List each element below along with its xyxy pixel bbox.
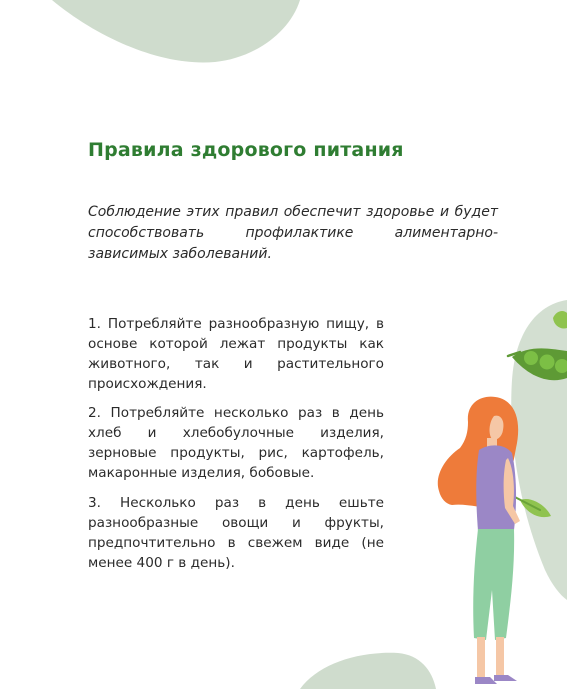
rule-item: 3. Несколько раз в день ешьте разнообразные овощи и фрукты, предпочтительно в свежем виде (не менее 400 г в день). — [88, 495, 384, 571]
page-title: Правила здорового питания — [88, 139, 404, 161]
intro-paragraph: Соблюдение этих правил обеспечит здоровье и будет способствовать профилактике алиментарно-зависимых заболеваний. — [88, 204, 498, 262]
rule-item: 2. Потребляйте несколько раз в день хлеб и хлебобулочные изделия, зерновые продукты, рис, картофель, макаронные изделия, бобовые. — [88, 405, 384, 481]
leaf-icon — [553, 311, 567, 329]
rule-item: 1. Потребляйте разнообразную пищу, в основе которой лежат продукты как животного, так и растительного происхождения. — [88, 316, 384, 392]
pea-pod-icon — [508, 348, 567, 380]
pants-shape — [473, 529, 514, 640]
